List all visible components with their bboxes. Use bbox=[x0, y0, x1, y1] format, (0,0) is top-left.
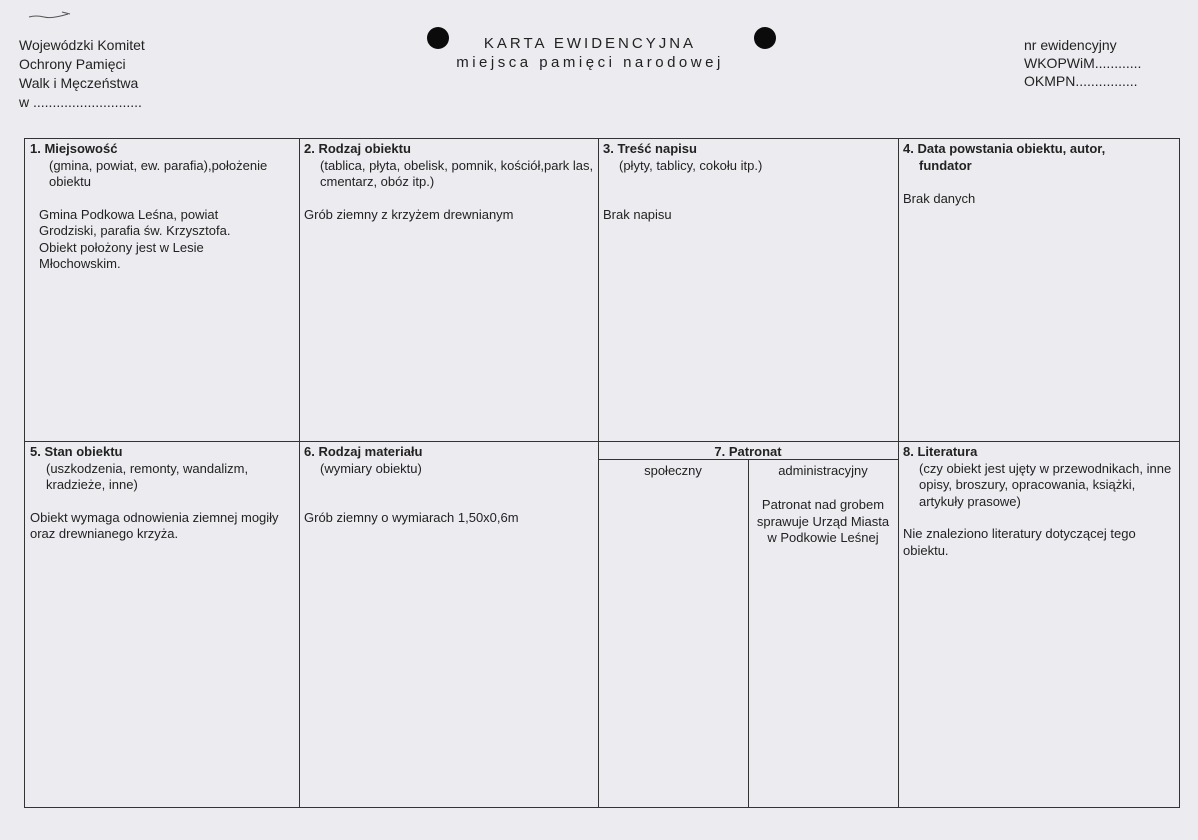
patronage-admin-label: administracyjny bbox=[778, 463, 868, 478]
cell-location-value: Gmina Podkowa Leśna, powiat Grodziski, parafia św. Krzysztofa. Obiekt położony jest w Lesie Młochowskim. bbox=[39, 206, 231, 271]
cell-location bbox=[30, 141, 295, 273]
committee-line: Walk i Męczeństwa bbox=[19, 75, 139, 91]
column-divider bbox=[299, 139, 300, 807]
okmpn-field: OKMPN................ bbox=[1024, 73, 1138, 89]
committee-line: Ochrony Pamięci bbox=[19, 56, 126, 72]
cell-creation-date-title: 4. Data powstania obiektu, autor, fundator bbox=[903, 141, 1106, 173]
cell-literature-value: Nie znaleziono literatury dotyczącej tego obiektu. bbox=[903, 526, 1136, 558]
patronat-column-divider bbox=[748, 459, 749, 807]
cell-condition-value: Obiekt wymaga odnowienia ziemnej mogiły oraz drewnianego krzyża. bbox=[30, 509, 279, 541]
pen-mark bbox=[28, 8, 72, 22]
registry-numbers bbox=[1024, 36, 1141, 90]
cell-literature-title: 8. Literatura bbox=[903, 444, 978, 459]
cell-material-value: Grób ziemny o wymiarach 1,50x0,6m bbox=[304, 510, 519, 525]
cell-object-type-value: Grób ziemny z krzyżem drewnianym bbox=[304, 206, 514, 222]
committee-line: w ............................ bbox=[19, 94, 142, 110]
cell-literature bbox=[903, 444, 1175, 559]
cell-condition bbox=[30, 444, 295, 543]
cell-condition-description: (uszkodzenia, remonty, wandalizm, kradzieże, inne) bbox=[46, 460, 249, 492]
cell-material-description: (wymiary obiektu) bbox=[320, 460, 422, 476]
cell-condition-title: 5. Stan obiektu bbox=[30, 444, 123, 459]
cell-material-title: 6. Rodzaj materiału bbox=[304, 444, 423, 459]
cell-object-type-title: 2. Rodzaj obiektu bbox=[304, 141, 411, 156]
cell-object-type bbox=[304, 141, 594, 223]
cell-literature-description: (czy obiekt jest ujęty w przewodnikach, inne opisy, broszury, opracowania, książki, artykuły prasowe) bbox=[919, 460, 1172, 509]
cell-creation-date-value: Brak danych bbox=[903, 191, 976, 206]
patronage-admin-value: Patronat nad grobem sprawuje Urząd Miasta w Podkowie Leśnej bbox=[756, 497, 890, 545]
title-block bbox=[380, 34, 800, 72]
cell-material bbox=[304, 444, 594, 527]
patronage-social-label: społeczny bbox=[644, 463, 702, 478]
row-divider bbox=[25, 441, 1179, 442]
wkopwim-field: WKOPWiM............ bbox=[1024, 55, 1142, 71]
committee-line: Wojewódzki Komitet bbox=[19, 37, 145, 53]
registry-number-label: nr ewidencyjny bbox=[1024, 37, 1117, 53]
page-subtitle: miejsca pamięci narodowej bbox=[456, 54, 724, 71]
page-title: KARTA EWIDENCYJNA bbox=[483, 35, 697, 52]
cell-location-title: 1. Miejsowość bbox=[30, 141, 118, 156]
cell-inscription-title: 3. Treść napisu bbox=[603, 141, 697, 156]
committee-block bbox=[19, 36, 145, 112]
cell-creation-date bbox=[903, 141, 1171, 208]
cell-inscription-description: (płyty, tablicy, cokołu itp.) bbox=[619, 157, 763, 173]
column-divider bbox=[898, 139, 899, 807]
cell-object-type-description: (tablica, płyta, obelisk, pomnik, kościół,park las, cmentarz, obóz itp.) bbox=[320, 157, 594, 189]
cell-location-description: (gmina, powiat, ew. parafia),położenie obiektu bbox=[49, 157, 268, 189]
record-table bbox=[24, 138, 1180, 808]
cell-inscription-value: Brak napisu bbox=[603, 207, 672, 222]
cell-patronage-title: 7. Patronat bbox=[714, 444, 782, 459]
cell-inscription bbox=[603, 141, 893, 224]
